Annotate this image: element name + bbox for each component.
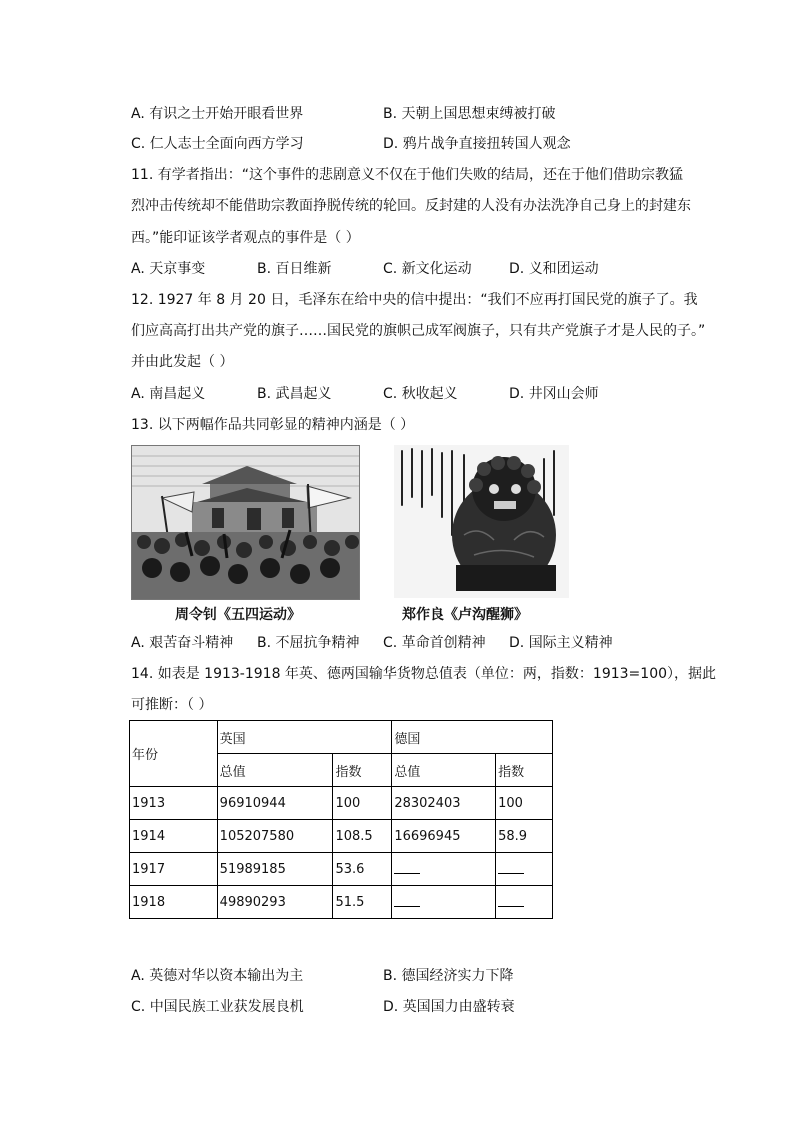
uk-total-cell: 51989185: [217, 853, 333, 886]
germany-index-header: 指数: [496, 754, 553, 787]
uk-index-cell: 108.5: [333, 820, 392, 853]
table-row: [130, 787, 553, 820]
uk-total-cell: 105207580: [217, 820, 333, 853]
q12-stem-line-1: 12. 1927 年 8 月 20 日，毛泽东在给中央的信中提出：“我们不应再打国民党的旗子了。我: [131, 292, 698, 308]
year-cell: 1918: [130, 886, 218, 919]
uk-index-cell: 51.5: [333, 886, 392, 919]
germany-total-blank-cell: [392, 886, 496, 919]
q12-stem-line-2: 们应高高打出共产党的旗子……国民党的旗帜己成军阀旗子，只有共产党旗子才是人民的子。”: [131, 323, 706, 339]
may-fourth-illustration: [132, 446, 359, 599]
q12-option-d: D. 井冈山会师: [509, 386, 599, 402]
q12-stem-line-3: 并由此发起（ ）: [131, 354, 234, 370]
germany-index-blank-cell: [496, 853, 553, 886]
q10-option-d: D. 鸦片战争直接扭转国人观念: [383, 136, 571, 152]
answer-blank: [498, 894, 524, 907]
germany-index-blank-cell: [496, 886, 553, 919]
q11-stem-line-2: 烈冲击传统却不能借助宗教面挣脱传统的轮回。反封建的人没有办法洗净自己身上的封建东: [131, 198, 691, 214]
germany-total-cell: 28302403: [392, 787, 496, 820]
q11-option-b: B. 百日维新: [257, 261, 332, 277]
q10-option-a: A. 有识之士开始开眼看世界: [131, 106, 304, 122]
q11-option-c: C. 新文化运动: [383, 261, 472, 277]
figure-right-caption: 郑作良《卢沟醒狮》: [402, 607, 528, 623]
germany-total-blank-cell: [392, 853, 496, 886]
uk-index-header: 指数: [333, 754, 392, 787]
q14-stem-line-1: 14. 如表是 1913-1918 年英、德两国输华货物总值表（单位：两，指数：1913=100），据此: [131, 666, 717, 682]
q13-option-d: D. 国际主义精神: [509, 635, 613, 651]
q12-option-b: B. 武昌起义: [257, 386, 332, 402]
q14-option-d: D. 英国国力由盛转衰: [383, 999, 515, 1015]
lugou-lion-illustration: [394, 445, 569, 598]
q12-option-c: C. 秋收起义: [383, 386, 458, 402]
table-row: [130, 853, 553, 886]
table-row: [130, 820, 553, 853]
germany-header: 德国: [392, 721, 553, 754]
q14-option-b: B. 德国经济实力下降: [383, 968, 514, 984]
q13-option-a: A. 艰苦奋斗精神: [131, 635, 234, 651]
q11-option-d: D. 义和团运动: [509, 261, 599, 277]
q11-stem-line-1: 11. 有学者指出：“这个事件的悲剧意义不仅在于他们失败的结局，还在于他们借助宗教猛: [131, 167, 683, 183]
germany-total-cell: 16696945: [392, 820, 496, 853]
uk-header: 英国: [217, 721, 392, 754]
answer-blank: [394, 861, 420, 874]
answer-blank: [394, 894, 420, 907]
q11-stem-line-3: 西。”能印证该学者观点的事件是（ ）: [131, 230, 360, 246]
year-cell: 1914: [130, 820, 218, 853]
uk-index-cell: 100: [333, 787, 392, 820]
uk-total-header: 总值: [217, 754, 333, 787]
figure-left-caption: 周令钊《五四运动》: [175, 607, 301, 623]
table-row: [130, 886, 553, 919]
q13-option-c: C. 革命首创精神: [383, 635, 486, 651]
germany-total-header: 总值: [392, 754, 496, 787]
q13-stem: 13. 以下两幅作品共同彰显的精神内涵是（ ）: [131, 417, 415, 433]
uk-total-cell: 49890293: [217, 886, 333, 919]
may-fourth-movement-painting: [131, 445, 360, 600]
year-cell: 1913: [130, 787, 218, 820]
q10-option-c: C. 仁人志士全面向西方学习: [131, 136, 304, 152]
q12-option-a: A. 南昌起义: [131, 386, 206, 402]
trade-value-table: [129, 720, 553, 919]
year-header: 年份: [130, 721, 218, 787]
q14-stem-line-2: 可推断：（ ）: [131, 697, 213, 713]
uk-total-cell: 96910944: [217, 787, 333, 820]
q11-option-a: A. 天京事变: [131, 261, 206, 277]
q14-option-a: A. 英德对华以资本输出为主: [131, 968, 304, 984]
q13-option-b: B. 不屈抗争精神: [257, 635, 360, 651]
year-cell: 1917: [130, 853, 218, 886]
answer-blank: [498, 861, 524, 874]
q10-option-b: B. 天朝上国思想束缚被打破: [383, 106, 556, 122]
uk-index-cell: 53.6: [333, 853, 392, 886]
q14-option-c: C. 中国民族工业获发展良机: [131, 999, 304, 1015]
table-header-row: [130, 721, 553, 754]
germany-index-cell: 100: [496, 787, 553, 820]
lugou-lion-woodcut: [394, 445, 569, 598]
germany-index-cell: 58.9: [496, 820, 553, 853]
